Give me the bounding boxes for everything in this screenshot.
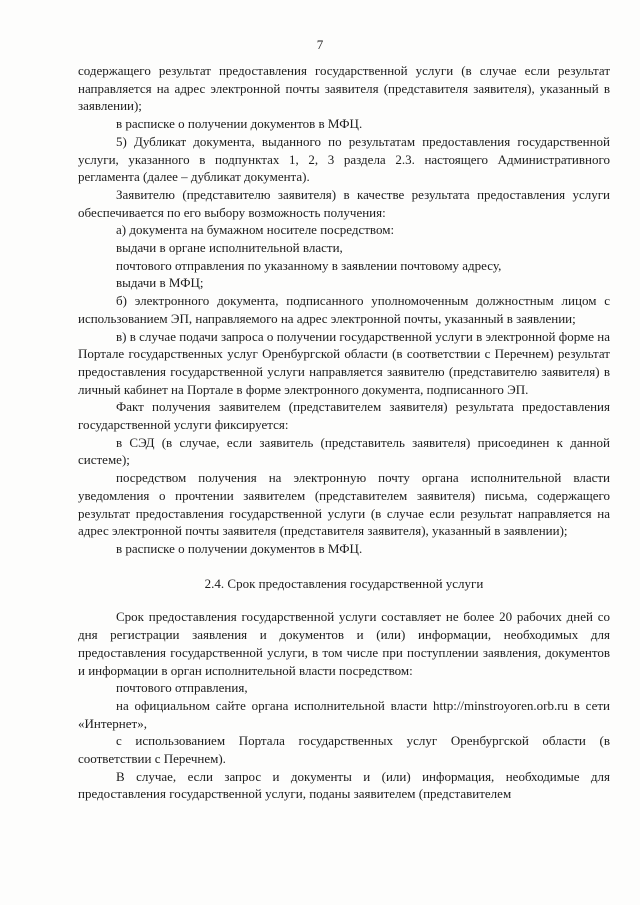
paragraph: выдачи в органе исполнительной власти, (116, 240, 343, 256)
paragraph: почтового отправления, (116, 680, 248, 696)
paragraph: посредством получения на электронную почту органа исполнительной власти уведомления о прочтении заявителем (представителем заявителя) письма, содержащего результат предоставления государственной услуги (в случае если результат направляется на адрес электронной почты заявителя (представителя заявителя), указанный в заявлении); (78, 470, 610, 539)
paragraph: В случае, если запрос и документы и (или) информация, необходимые для предоставления государственной услуги, поданы заявителем (представителем (78, 768, 610, 802)
paragraph-group-bottom (78, 608, 610, 803)
paragraph: в СЭД (в случае, если заявитель (представитель заявителя) присоединен к данной системе); (78, 434, 610, 468)
paragraph: Срок предоставления государственной услуги составляет не более 20 рабочих дней со дня регистрации заявления и документов и (или) информации, необходимых для предоставления государственной услуги, в том числе при поступлении заявления, документов и информации в орган исполнительной власти посредством: (78, 609, 610, 678)
section-heading: 2.4. Срок предоставления государственной услуги (204, 575, 484, 591)
paragraph: 5) Дубликат документа, выданного по результатам предоставления государственной услуги, указанного в подпунктах 1, 2, 3 раздела 2.3. настоящего Административного регламента (далее – дубликат документа). (78, 133, 610, 185)
paragraph: Заявителю (представителю заявителя) в качестве результата предоставления услуги обеспечивается по его выбору возможность получения: (78, 186, 610, 220)
paragraph-group-top (78, 62, 610, 558)
paragraph: на официальном сайте органа исполнительной власти http://minstroyoren.orb.ru в сети «Интернет», (78, 697, 610, 731)
paragraph: Факт получения заявителем (представителем заявителя) результата предоставления государственной услуги фиксируется: (78, 399, 610, 433)
paragraph: содержащего результат предоставления государственной услуги (в случае если результат направляется на адрес электронной почты заявителя (представителя заявителя), указанный в заявлении); (78, 63, 610, 114)
paragraph: в) в случае подачи запроса о получении государственной услуги в электронной форме на Портале государственных услуг Оренбургской области (в соответствии с Перечнем) результат предоставления государственной услуги направляется заявителю (представителю заявителя) в личный кабинет на Портале в форме электронного документа, подписанного ЭП. (78, 328, 610, 397)
paragraph: с использованием Портала государственных услуг Оренбургской области (в соответствии с Перечнем). (78, 733, 610, 767)
paragraph: почтового отправления по указанному в заявлении почтовому адресу, (116, 257, 502, 273)
paragraph: в расписке о получении документов в МФЦ. (116, 540, 363, 556)
paragraph: выдачи в МФЦ; (116, 275, 204, 291)
paragraph: б) электронного документа, подписанного уполномоченным должностным лицом с использованием ЭП, направляемого на адрес электронной почты, указанный в заявлении; (78, 293, 610, 326)
document-body (78, 62, 610, 803)
page-number: 7 (316, 37, 324, 52)
paragraph: в расписке о получении документов в МФЦ. (116, 116, 363, 132)
paragraph: а) документа на бумажном носителе посредством: (116, 222, 395, 238)
